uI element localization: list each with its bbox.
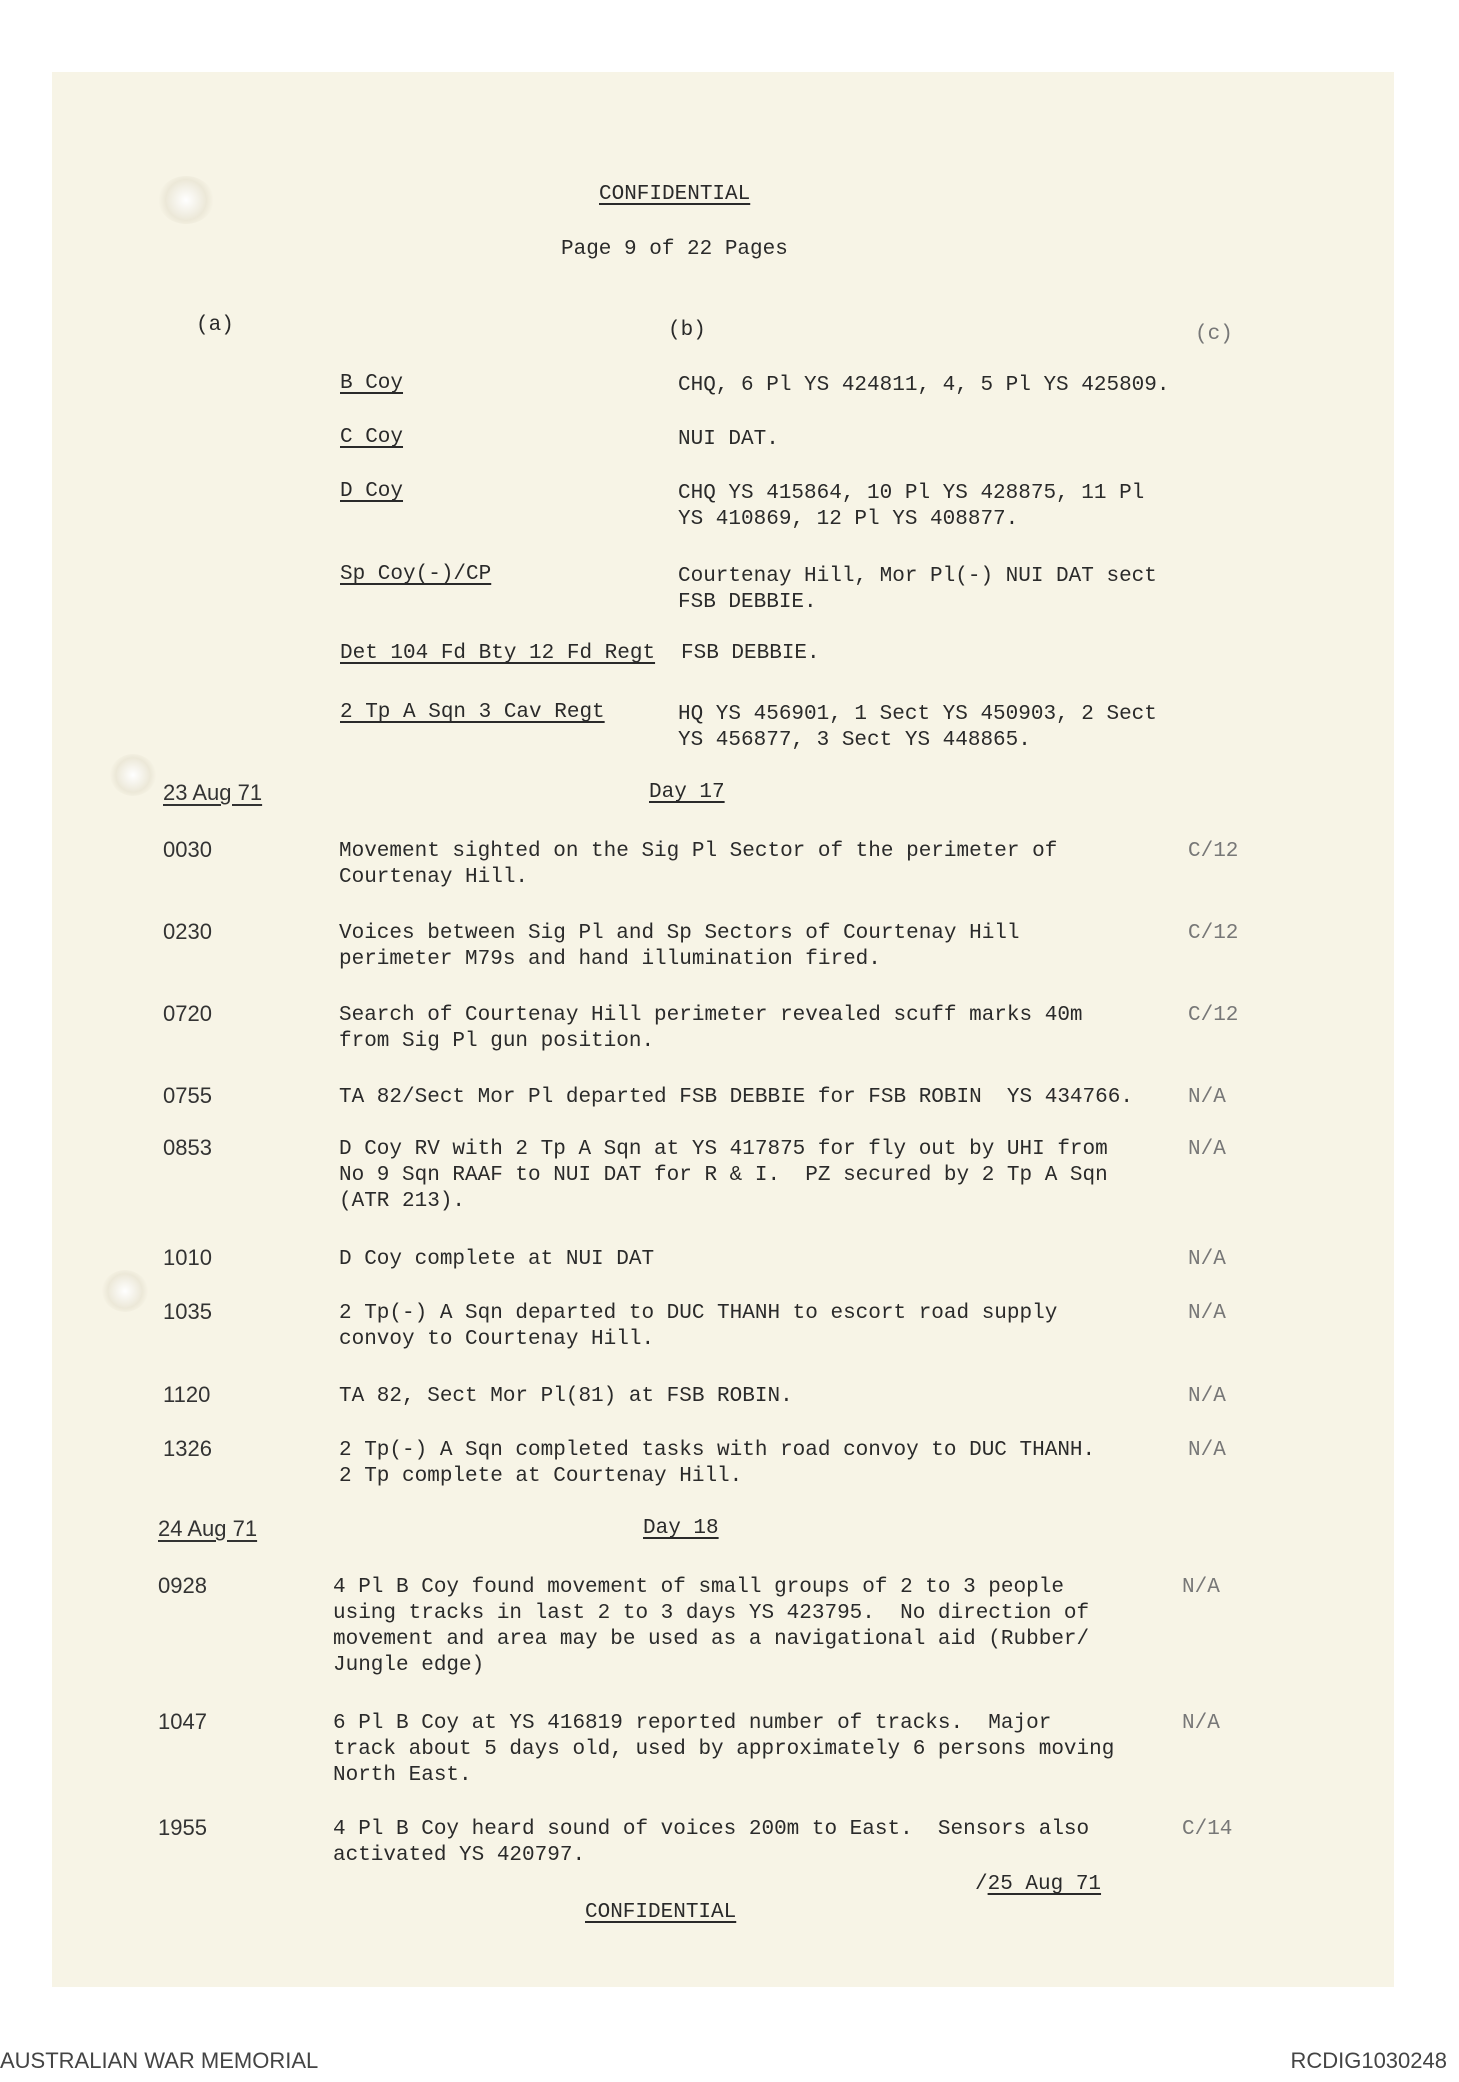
entry-text: Voices between Sig Pl and Sp Sectors of Courtenay Hill: [339, 922, 1020, 945]
location-unit: Det 104 Fd Bty 12 Fd Regt: [340, 642, 656, 665]
entry-text: using tracks in last 2 to 3 days YS 423795. No direction of: [333, 1602, 1090, 1625]
entry-time: 0230: [163, 919, 212, 944]
location-unit: 2 Tp A Sqn 3 Cav Regt: [340, 701, 605, 724]
location-text: Courtenay Hill, Mor Pl(-) NUI DAT sect: [678, 565, 1157, 588]
classification-header: CONFIDENTIAL: [599, 183, 751, 206]
day-date: 24 Aug 71: [158, 1516, 258, 1541]
column-b-header: (b): [668, 319, 706, 342]
classification-footer: CONFIDENTIAL: [585, 1901, 737, 1924]
location-unit: D Coy: [340, 480, 404, 503]
day-number: Day 17: [649, 781, 725, 804]
entry-text: 4 Pl B Coy found movement of small groups of 2 to 3 people: [333, 1576, 1064, 1599]
entry-time: 1010: [163, 1245, 212, 1270]
entry-reference: C/12: [1188, 840, 1239, 863]
entry-reference: N/A: [1182, 1576, 1220, 1599]
entry-reference: N/A: [1188, 1439, 1226, 1462]
entry-text: D Coy RV with 2 Tp A Sqn at YS 417875 for fly out by UHI from: [339, 1138, 1108, 1161]
entry-reference: N/A: [1188, 1302, 1226, 1325]
entry-text: No 9 Sqn RAAF to NUI DAT for R & I. PZ secured by 2 Tp A Sqn: [339, 1164, 1108, 1187]
location-text: FSB DEBBIE.: [681, 642, 820, 665]
entry-text: Courtenay Hill.: [339, 866, 529, 889]
entry-text: TA 82, Sect Mor Pl(81) at FSB ROBIN.: [339, 1385, 793, 1408]
location-text: YS 456877, 3 Sect YS 448865.: [678, 729, 1031, 752]
entry-text: from Sig Pl gun position.: [339, 1030, 655, 1053]
paper-emboss: [158, 176, 214, 224]
location-unit: Sp Coy(-)/CP: [340, 563, 492, 586]
entry-time: 0755: [163, 1083, 212, 1108]
entry-text: movement and area may be used as a navigational aid (Rubber/: [333, 1628, 1090, 1651]
column-a-header: (a): [196, 314, 234, 337]
entry-text: D Coy complete at NUI DAT: [339, 1248, 655, 1271]
location-text: HQ YS 456901, 1 Sect YS 450903, 2 Sect: [678, 703, 1157, 726]
document-page: [52, 72, 1394, 1987]
entry-time: 0853: [163, 1135, 212, 1160]
page-number: Page 9 of 22 Pages: [561, 238, 788, 261]
entry-text: Movement sighted on the Sig Pl Sector of the perimeter of: [339, 840, 1058, 863]
entry-text: 4 Pl B Coy heard sound of voices 200m to East. Sensors also: [333, 1818, 1090, 1841]
entry-text: (ATR 213).: [339, 1190, 466, 1213]
entry-text: Search of Courtenay Hill perimeter revealed scuff marks 40m: [339, 1004, 1083, 1027]
column-c-header: (c): [1195, 323, 1233, 346]
entry-text: North East.: [333, 1764, 472, 1787]
entry-text: 6 Pl B Coy at YS 416819 reported number of tracks. Major: [333, 1712, 1052, 1735]
entry-reference: N/A: [1188, 1248, 1226, 1271]
entry-time: 0720: [163, 1001, 212, 1026]
paper-emboss: [110, 754, 156, 796]
entry-text: convoy to Courtenay Hill.: [339, 1328, 655, 1351]
day-date: 23 Aug 71: [163, 780, 263, 805]
entry-reference: C/12: [1188, 922, 1239, 945]
entry-reference: N/A: [1182, 1712, 1220, 1735]
day-number: Day 18: [643, 1517, 719, 1540]
location-unit: C Coy: [340, 426, 404, 449]
entry-time: 1955: [158, 1815, 207, 1840]
location-text: YS 410869, 12 Pl YS 408877.: [678, 508, 1019, 531]
entry-time: 1120: [163, 1382, 211, 1407]
entry-text: TA 82/Sect Mor Pl departed FSB DEBBIE for FSB ROBIN YS 434766.: [339, 1086, 1133, 1109]
entry-text: Jungle edge): [333, 1654, 485, 1677]
location-text: CHQ YS 415864, 10 Pl YS 428875, 11 Pl: [678, 482, 1145, 505]
entry-text: 2 Tp(-) A Sqn departed to DUC THANH to escort road supply: [339, 1302, 1058, 1325]
entry-reference: N/A: [1188, 1385, 1226, 1408]
paper-emboss: [102, 1270, 148, 1312]
entry-time: 1035: [163, 1299, 212, 1324]
archive-source: AUSTRALIAN WAR MEMORIAL: [0, 2048, 319, 2073]
entry-text: 2 Tp complete at Courtenay Hill.: [339, 1465, 743, 1488]
entry-reference: N/A: [1188, 1086, 1226, 1109]
entry-reference: N/A: [1188, 1138, 1226, 1161]
location-text: NUI DAT.: [678, 428, 779, 451]
entry-time: 1047: [158, 1709, 207, 1734]
entry-text: activated YS 420797.: [333, 1844, 586, 1867]
entry-text: track about 5 days old, used by approximately 6 persons moving: [333, 1738, 1115, 1761]
continuation-marker: /25 Aug 71: [975, 1873, 1102, 1896]
location-text: FSB DEBBIE.: [678, 591, 817, 614]
entry-time: 0030: [163, 837, 212, 862]
archive-id: RCDIG1030248: [1290, 2048, 1447, 2073]
entry-reference: C/12: [1188, 1004, 1239, 1027]
entry-time: 1326: [163, 1436, 212, 1461]
entry-text: perimeter M79s and hand illumination fired.: [339, 948, 881, 971]
location-text: CHQ, 6 Pl YS 424811, 4, 5 Pl YS 425809.: [678, 374, 1170, 397]
entry-time: 0928: [158, 1573, 207, 1598]
entry-reference: C/14: [1182, 1818, 1233, 1841]
location-unit: B Coy: [340, 372, 404, 395]
entry-text: 2 Tp(-) A Sqn completed tasks with road convoy to DUC THANH.: [339, 1439, 1096, 1462]
